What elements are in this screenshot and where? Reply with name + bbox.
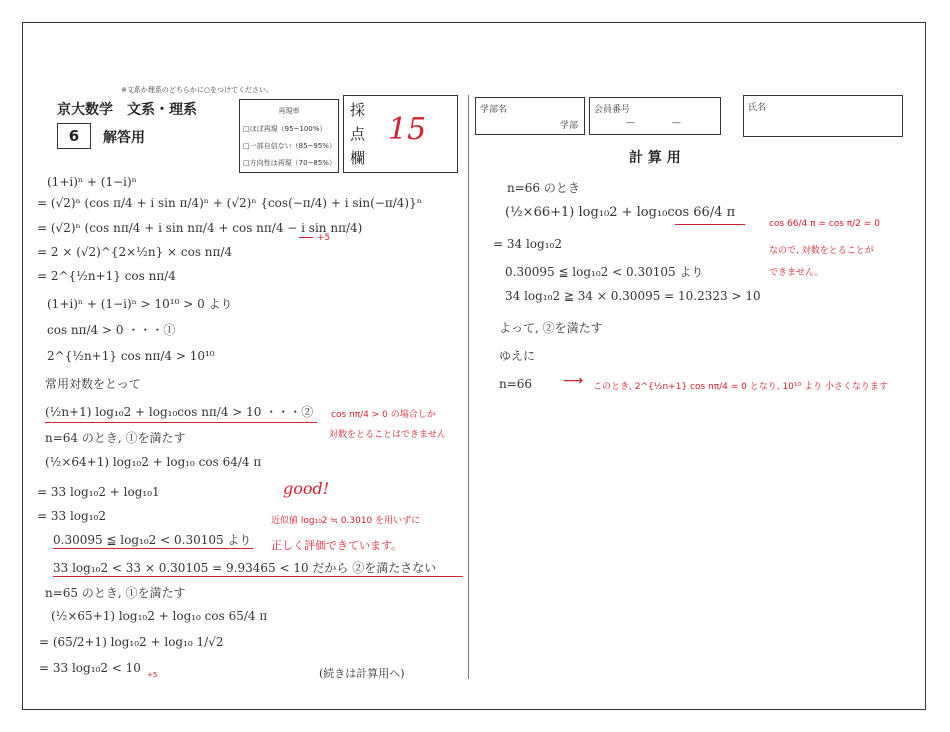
member-dash-1: — [626,118,635,128]
left-line-19: = (65/2+1) log₁₀2 + log₁₀ 1/√2 [39,635,224,649]
left-line-2: = (√2)ⁿ (cos π/4 + i sin π/4)ⁿ + (√2)ⁿ {cos(−π/4) + i sin(−π/4)}ⁿ [37,196,422,210]
rating-heading: 再現率 [278,107,300,115]
underline-b [45,422,317,423]
left-line-21: (続きは計算用へ) [319,667,405,680]
right-line-3: = 34 log₁₀2 [493,237,562,251]
rating-option-2[interactable]: □一部自信ない（85~95%） [243,142,336,150]
right-note-a: cos 66/4 π = cos π/2 = 0 [769,219,880,229]
left-line-16: 33 log₁₀2 < 33 × 0.30105 = 9.93465 < 10 だから ②を満たさない [53,561,437,575]
faculty-box [475,97,585,135]
note2-line-a: 近似値 log₁₀2 ≒ 0.3010 を用いずに [271,516,421,526]
left-line-18: (½×65+1) log₁₀2 + log₁₀ cos 65/4 π [51,609,268,623]
mark-plus5-a: +5 [317,233,331,243]
right-line-4: 0.30095 ≦ log₁₀2 < 0.30105 より [505,265,704,279]
faculty-suffix: 学部 [559,121,578,131]
right-line-7: ゆえに [499,349,536,363]
name-label: 氏名 [748,103,767,113]
score-box [343,95,458,173]
left-line-20: = 33 log₁₀2 < 10 [39,661,141,675]
right-final-note: このとき, 2^{½n+1} cos nπ/4 = 0 となり, 10¹⁰ より 小さくなります [593,382,888,392]
column-divider [468,95,469,679]
right-line-8: n=66 [499,377,533,391]
calc-title: 計 算 用 [629,150,681,166]
right-line-2: (½×66+1) log₁₀2 + log₁₀cos 66/4 π [505,205,736,220]
member-dash-2: — [672,118,681,128]
answer-sheet [22,22,926,710]
left-line-10: (½n+1) log₁₀2 + log₁₀cos nπ/4 > 10 ・・・② [45,405,314,419]
member-box [589,97,721,135]
exam-title: 京大数学 文系・理系 [57,102,197,118]
left-line-8: 2^{½n+1} cos nπ/4 > 10¹⁰ [47,349,215,363]
rating-option-1[interactable]: □ほぼ再現（95~100%） [243,125,327,133]
left-line-6: (1+i)ⁿ + (1−i)ⁿ > 10¹⁰ > 0 より [47,297,233,311]
mark-plus5-b: +5 [147,671,158,679]
score-label-2: 点 [350,125,366,143]
right-line-6: よって, ②を満たす [499,321,603,335]
left-line-4: = 2 × (√2)^{2×½n} × cos nπ/4 [37,245,233,259]
rating-option-3[interactable]: □方向性は再現（70~85%） [243,159,336,167]
score-value: 15 [388,112,427,147]
left-line-5: = 2^{½n+1} cos nπ/4 [37,269,176,283]
answer-label: 解答用 [103,130,145,146]
problem-number: 6 [57,123,91,149]
left-line-13: = 33 log₁₀2 + log₁₀1 [37,485,160,499]
score-label-1: 採 [350,101,366,119]
left-line-12: (½×64+1) log₁₀2 + log₁₀ cos 64/4 π [45,455,262,469]
left-line-17: n=65 のとき, ①を満たす [45,586,186,600]
underline-c [53,548,253,549]
note1-line-b: 対数をとることはできません [329,430,447,440]
instruction-note: ※文系か理系のどちらかに○をつけてください。 [121,86,273,94]
right-note-b: なので, 対数をとることが [769,246,874,256]
left-line-14: = 33 log₁₀2 [37,509,106,523]
mark-good: good! [283,479,330,498]
underline-e [675,224,745,225]
left-line-7: cos nπ/4 > 0 ・・・① [47,323,176,337]
left-line-1: (1+i)ⁿ + (1−i)ⁿ [47,175,137,189]
name-box [743,95,903,137]
right-line-5: 34 log₁₀2 ≧ 34 × 0.30095 = 10.2323 > 10 [505,289,761,303]
right-note-c: できません。 [769,268,824,278]
left-line-15: 0.30095 ≦ log₁₀2 < 0.30105 より [53,533,252,547]
right-line-1: n=66 のとき [507,181,580,195]
underline-a [299,237,313,238]
member-label: 会員番号 [594,105,631,115]
note1-line-a: cos nπ/4 > 0 の場合しか [331,410,436,420]
note2-line-b: 正しく評価できています。 [271,539,403,552]
underline-d [53,576,463,577]
left-line-3: = (√2)ⁿ (cos nπ/4 + i sin nπ/4 + cos nπ/4 − i sin nπ/4) [37,221,363,235]
arrow-icon: ⟶ [563,373,584,389]
left-line-9: 常用対数をとって [45,377,141,391]
score-label-3: 欄 [350,149,366,167]
faculty-label: 学部名 [480,105,508,115]
left-line-11: n=64 のとき, ①を満たす [45,431,186,445]
rating-box [239,99,339,173]
